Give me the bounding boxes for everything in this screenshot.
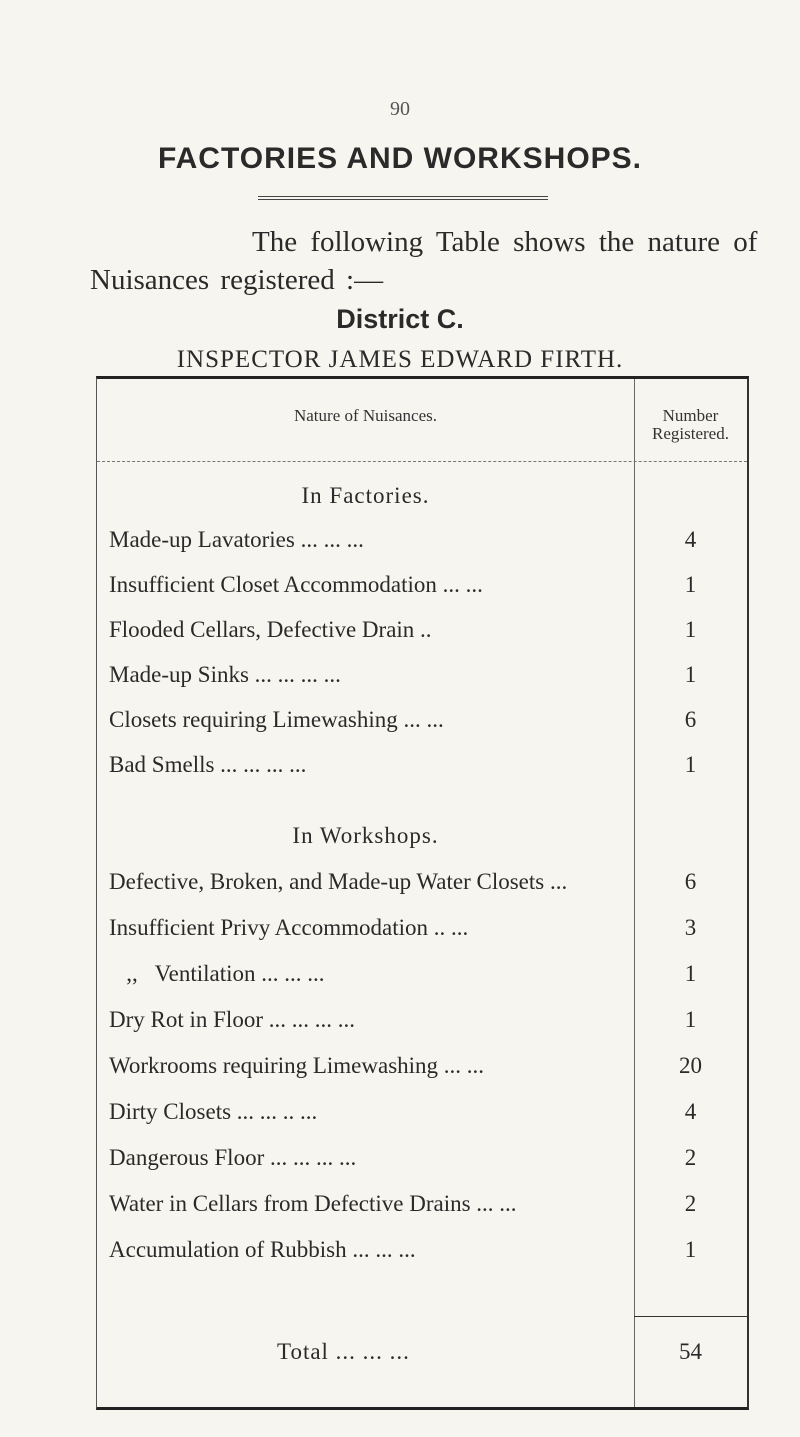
- row-value: 3: [684, 915, 697, 940]
- row-value: 1: [684, 572, 697, 597]
- table-row: [97, 1007, 747, 1041]
- section-heading-workshops: In Workshops.: [292, 823, 439, 848]
- table-row: [97, 617, 747, 651]
- header-divider: [97, 461, 747, 462]
- row-value: 1: [684, 617, 697, 642]
- table-row: [97, 1099, 747, 1133]
- row-value: 6: [684, 707, 697, 732]
- row-label: Water in Cellars from Defective Drains ... ...: [109, 1191, 517, 1216]
- row-value: 4: [684, 1099, 697, 1124]
- row-label: ,, Ventilation ... ... ...: [109, 961, 325, 986]
- page-heading: FACTORIES AND WORKSHOPS.: [157, 142, 643, 175]
- row-value: 1: [684, 961, 697, 986]
- row-value: 1: [684, 1237, 697, 1262]
- total-rule: [634, 1316, 747, 1317]
- row-label: Made-up Sinks ... ... ... ...: [109, 662, 341, 687]
- table-row: [97, 1145, 747, 1179]
- row-value: 1: [684, 752, 697, 777]
- section-heading-factories: In Factories.: [301, 483, 430, 508]
- table-row: [97, 707, 747, 741]
- page-number: 90: [390, 98, 410, 120]
- table-row: [97, 662, 747, 696]
- column-header-number-line1: Number: [662, 406, 719, 425]
- table-row: [97, 1237, 747, 1271]
- district-title: District C.: [336, 304, 464, 334]
- intro-line-2: Nuisances registered :—: [90, 264, 384, 296]
- row-label: Bad Smells ... ... ... ...: [109, 752, 307, 777]
- table-row: [97, 915, 747, 949]
- total-value: 54: [679, 1339, 702, 1364]
- table-row: [97, 1053, 747, 1087]
- table-row: [97, 572, 747, 606]
- table-row: [97, 869, 747, 903]
- row-label: Accumulation of Rubbish ... ... ...: [109, 1237, 416, 1262]
- row-value: 2: [684, 1145, 697, 1170]
- row-label: Defective, Broken, and Made-up Water Closets ...: [109, 869, 568, 894]
- row-value: 6: [684, 869, 697, 894]
- row-label: Closets requiring Limewashing ... ...: [109, 707, 444, 732]
- row-value: 2: [684, 1191, 697, 1216]
- heading-rule: [258, 196, 548, 200]
- row-value: 4: [684, 527, 697, 552]
- row-value: 20: [679, 1053, 702, 1078]
- column-header-nature: Nature of Nuisances.: [293, 406, 438, 425]
- row-value: 1: [684, 662, 697, 687]
- nuisances-table: [96, 376, 749, 1410]
- row-label: Insufficient Privy Accommodation .. ...: [109, 915, 469, 940]
- row-label: Made-up Lavatories ... ... ...: [109, 527, 364, 552]
- table-row: [97, 752, 747, 786]
- table-row: [97, 961, 747, 995]
- table-row: [97, 527, 747, 561]
- row-label: Dangerous Floor ... ... ... ...: [109, 1145, 357, 1170]
- row-label: Workrooms requiring Limewashing ... ...: [109, 1053, 485, 1078]
- row-label: Insufficient Closet Accommodation ... ...: [109, 572, 483, 597]
- row-label: Dirty Closets ... ... .. ...: [109, 1099, 318, 1124]
- inspector-name: INSPECTOR JAMES EDWARD FIRTH.: [176, 346, 624, 373]
- table-row: [97, 1191, 747, 1225]
- column-header-number: [634, 407, 747, 443]
- row-label: Dry Rot in Floor ... ... ... ...: [109, 1007, 355, 1032]
- row-label: Flooded Cellars, Defective Drain ..: [109, 617, 432, 642]
- column-header-number-line2: Registered.: [652, 424, 729, 443]
- row-value: 1: [684, 1007, 697, 1032]
- total-label: Total ... ... ...: [277, 1339, 410, 1364]
- intro-line-1: The following Table shows the nature of: [252, 226, 758, 258]
